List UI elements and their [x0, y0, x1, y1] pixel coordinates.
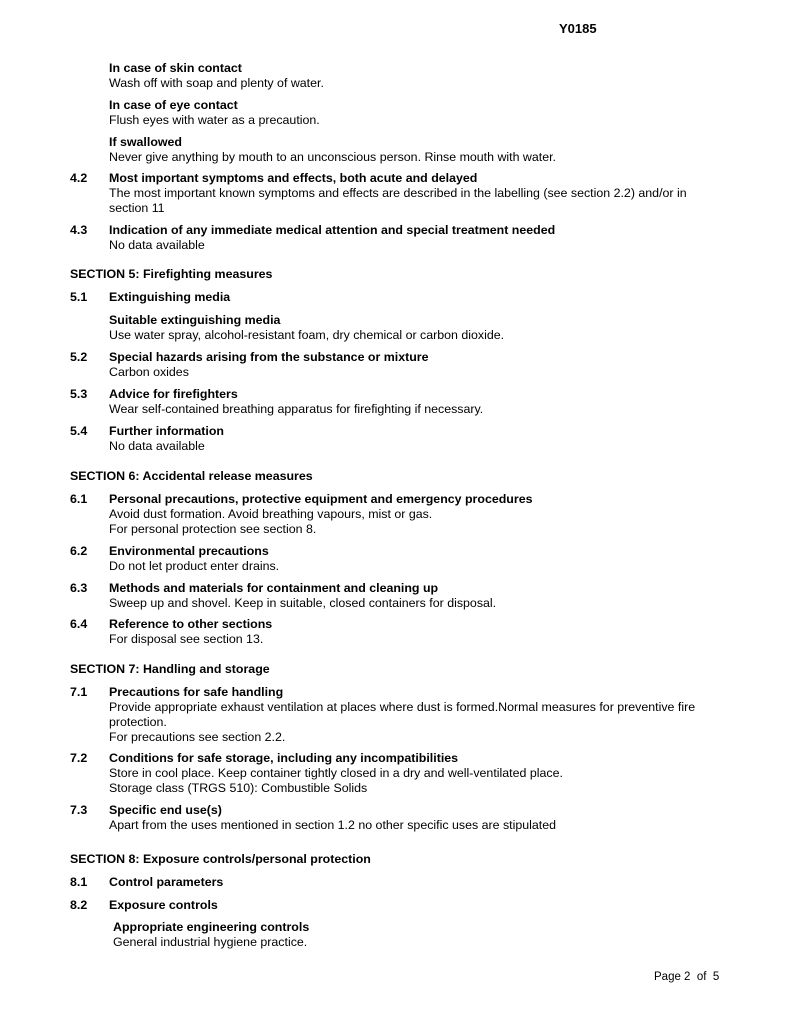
section-6-heading: SECTION 6: Accidental release measures: [70, 469, 313, 483]
section-5-2-number: 5.2: [70, 350, 88, 364]
section-6-3-number: 6.3: [70, 581, 88, 595]
section-6-1-text: Avoid dust formation. Avoid breathing vapours, mist or gas.: [109, 507, 433, 521]
section-6-4-title: Reference to other sections: [109, 617, 273, 631]
section-8-heading: SECTION 8: Exposure controls/personal protection: [70, 852, 371, 866]
section-7-1-number: 7.1: [70, 685, 88, 699]
swallowed-text: Never give anything by mouth to an unconscious person. Rinse mouth with water.: [109, 150, 556, 164]
section-5-2-text: Carbon oxides: [109, 365, 189, 379]
section-7-2-storage-class: Storage class (TRGS 510): Combustible Solids: [109, 781, 368, 795]
swallowed-title: If swallowed: [109, 135, 182, 149]
section-5-1-number: 5.1: [70, 290, 88, 304]
section-6-3-title: Methods and materials for containment and cleaning up: [109, 581, 439, 595]
section-7-2-text: Store in cool place. Keep container tightly closed in a dry and well-ventilated place.: [109, 766, 563, 780]
section-7-1-title: Precautions for safe handling: [109, 685, 284, 699]
section-6-2-number: 6.2: [70, 544, 88, 558]
section-4-3-number: 4.3: [70, 223, 88, 237]
section-5-1-text: Use water spray, alcohol-resistant foam, dry chemical or carbon dioxide.: [109, 328, 505, 342]
document-id: Y0185: [559, 21, 597, 36]
section-5-1-subtitle: Suitable extinguishing media: [109, 313, 281, 327]
section-7-heading: SECTION 7: Handling and storage: [70, 662, 270, 676]
section-7-3-text: Apart from the uses mentioned in section 1.2 no other specific uses are stipulated: [109, 818, 557, 832]
section-7-1-text: Provide appropriate exhaust ventilation at places where dust is formed.Normal measures for preventive fire: [109, 700, 696, 714]
section-5-4-title: Further information: [109, 424, 224, 438]
section-5-1-title: Extinguishing media: [109, 290, 231, 304]
section-8-2-text: General industrial hygiene practice.: [113, 935, 308, 949]
section-4-2-number: 4.2: [70, 171, 88, 185]
section-6-4-text: For disposal see section 13.: [109, 632, 264, 646]
section-7-3-title: Specific end use(s): [109, 803, 222, 817]
section-4-2-title: Most important symptoms and effects, both acute and delayed: [109, 171, 478, 185]
page-number: Page 2 of 5: [654, 971, 720, 983]
section-5-3-number: 5.3: [70, 387, 88, 401]
section-8-2-number: 8.2: [70, 898, 88, 912]
section-7-2-number: 7.2: [70, 751, 88, 765]
skin-contact-text: Wash off with soap and plenty of water.: [109, 76, 324, 90]
section-7-3-number: 7.3: [70, 803, 88, 817]
section-8-1-number: 8.1: [70, 875, 88, 889]
section-4-2-text: The most important known symptoms and effects are described in the labelling (see section 2.2) and/or in: [109, 186, 687, 200]
skin-contact-title: In case of skin contact: [109, 61, 242, 75]
section-4-3-text: No data available: [109, 238, 205, 252]
section-7-1-text-ref: For precautions see section 2.2.: [109, 730, 286, 744]
section-7-1-text-cont: protection.: [109, 715, 167, 729]
section-5-4-number: 5.4: [70, 424, 88, 438]
section-5-3-text: Wear self-contained breathing apparatus for firefighting if necessary.: [109, 402, 484, 416]
section-4-2-text-cont: section 11: [109, 201, 165, 215]
eye-contact-title: In case of eye contact: [109, 98, 238, 112]
eye-contact-text: Flush eyes with water as a precaution.: [109, 113, 320, 127]
section-6-1-title: Personal precautions, protective equipment and emergency procedures: [109, 492, 533, 506]
section-5-3-title: Advice for firefighters: [109, 387, 238, 401]
section-6-4-number: 6.4: [70, 617, 88, 631]
section-6-3-text: Sweep up and shovel. Keep in suitable, closed containers for disposal.: [109, 596, 497, 610]
section-6-2-title: Environmental precautions: [109, 544, 269, 558]
section-4-3-title: Indication of any immediate medical attention and special treatment needed: [109, 223, 556, 237]
section-5-2-title: Special hazards arising from the substance or mixture: [109, 350, 429, 364]
section-6-2-text: Do not let product enter drains.: [109, 559, 280, 573]
section-6-1-text-cont: For personal protection see section 8.: [109, 522, 317, 536]
section-7-2-title: Conditions for safe storage, including any incompatibilities: [109, 751, 459, 765]
section-8-2-title: Exposure controls: [109, 898, 218, 912]
section-8-1-title: Control parameters: [109, 875, 224, 889]
section-5-4-text: No data available: [109, 439, 205, 453]
section-6-1-number: 6.1: [70, 492, 88, 506]
section-8-2-subtitle: Appropriate engineering controls: [113, 920, 310, 934]
section-5-heading: SECTION 5: Firefighting measures: [70, 267, 273, 281]
